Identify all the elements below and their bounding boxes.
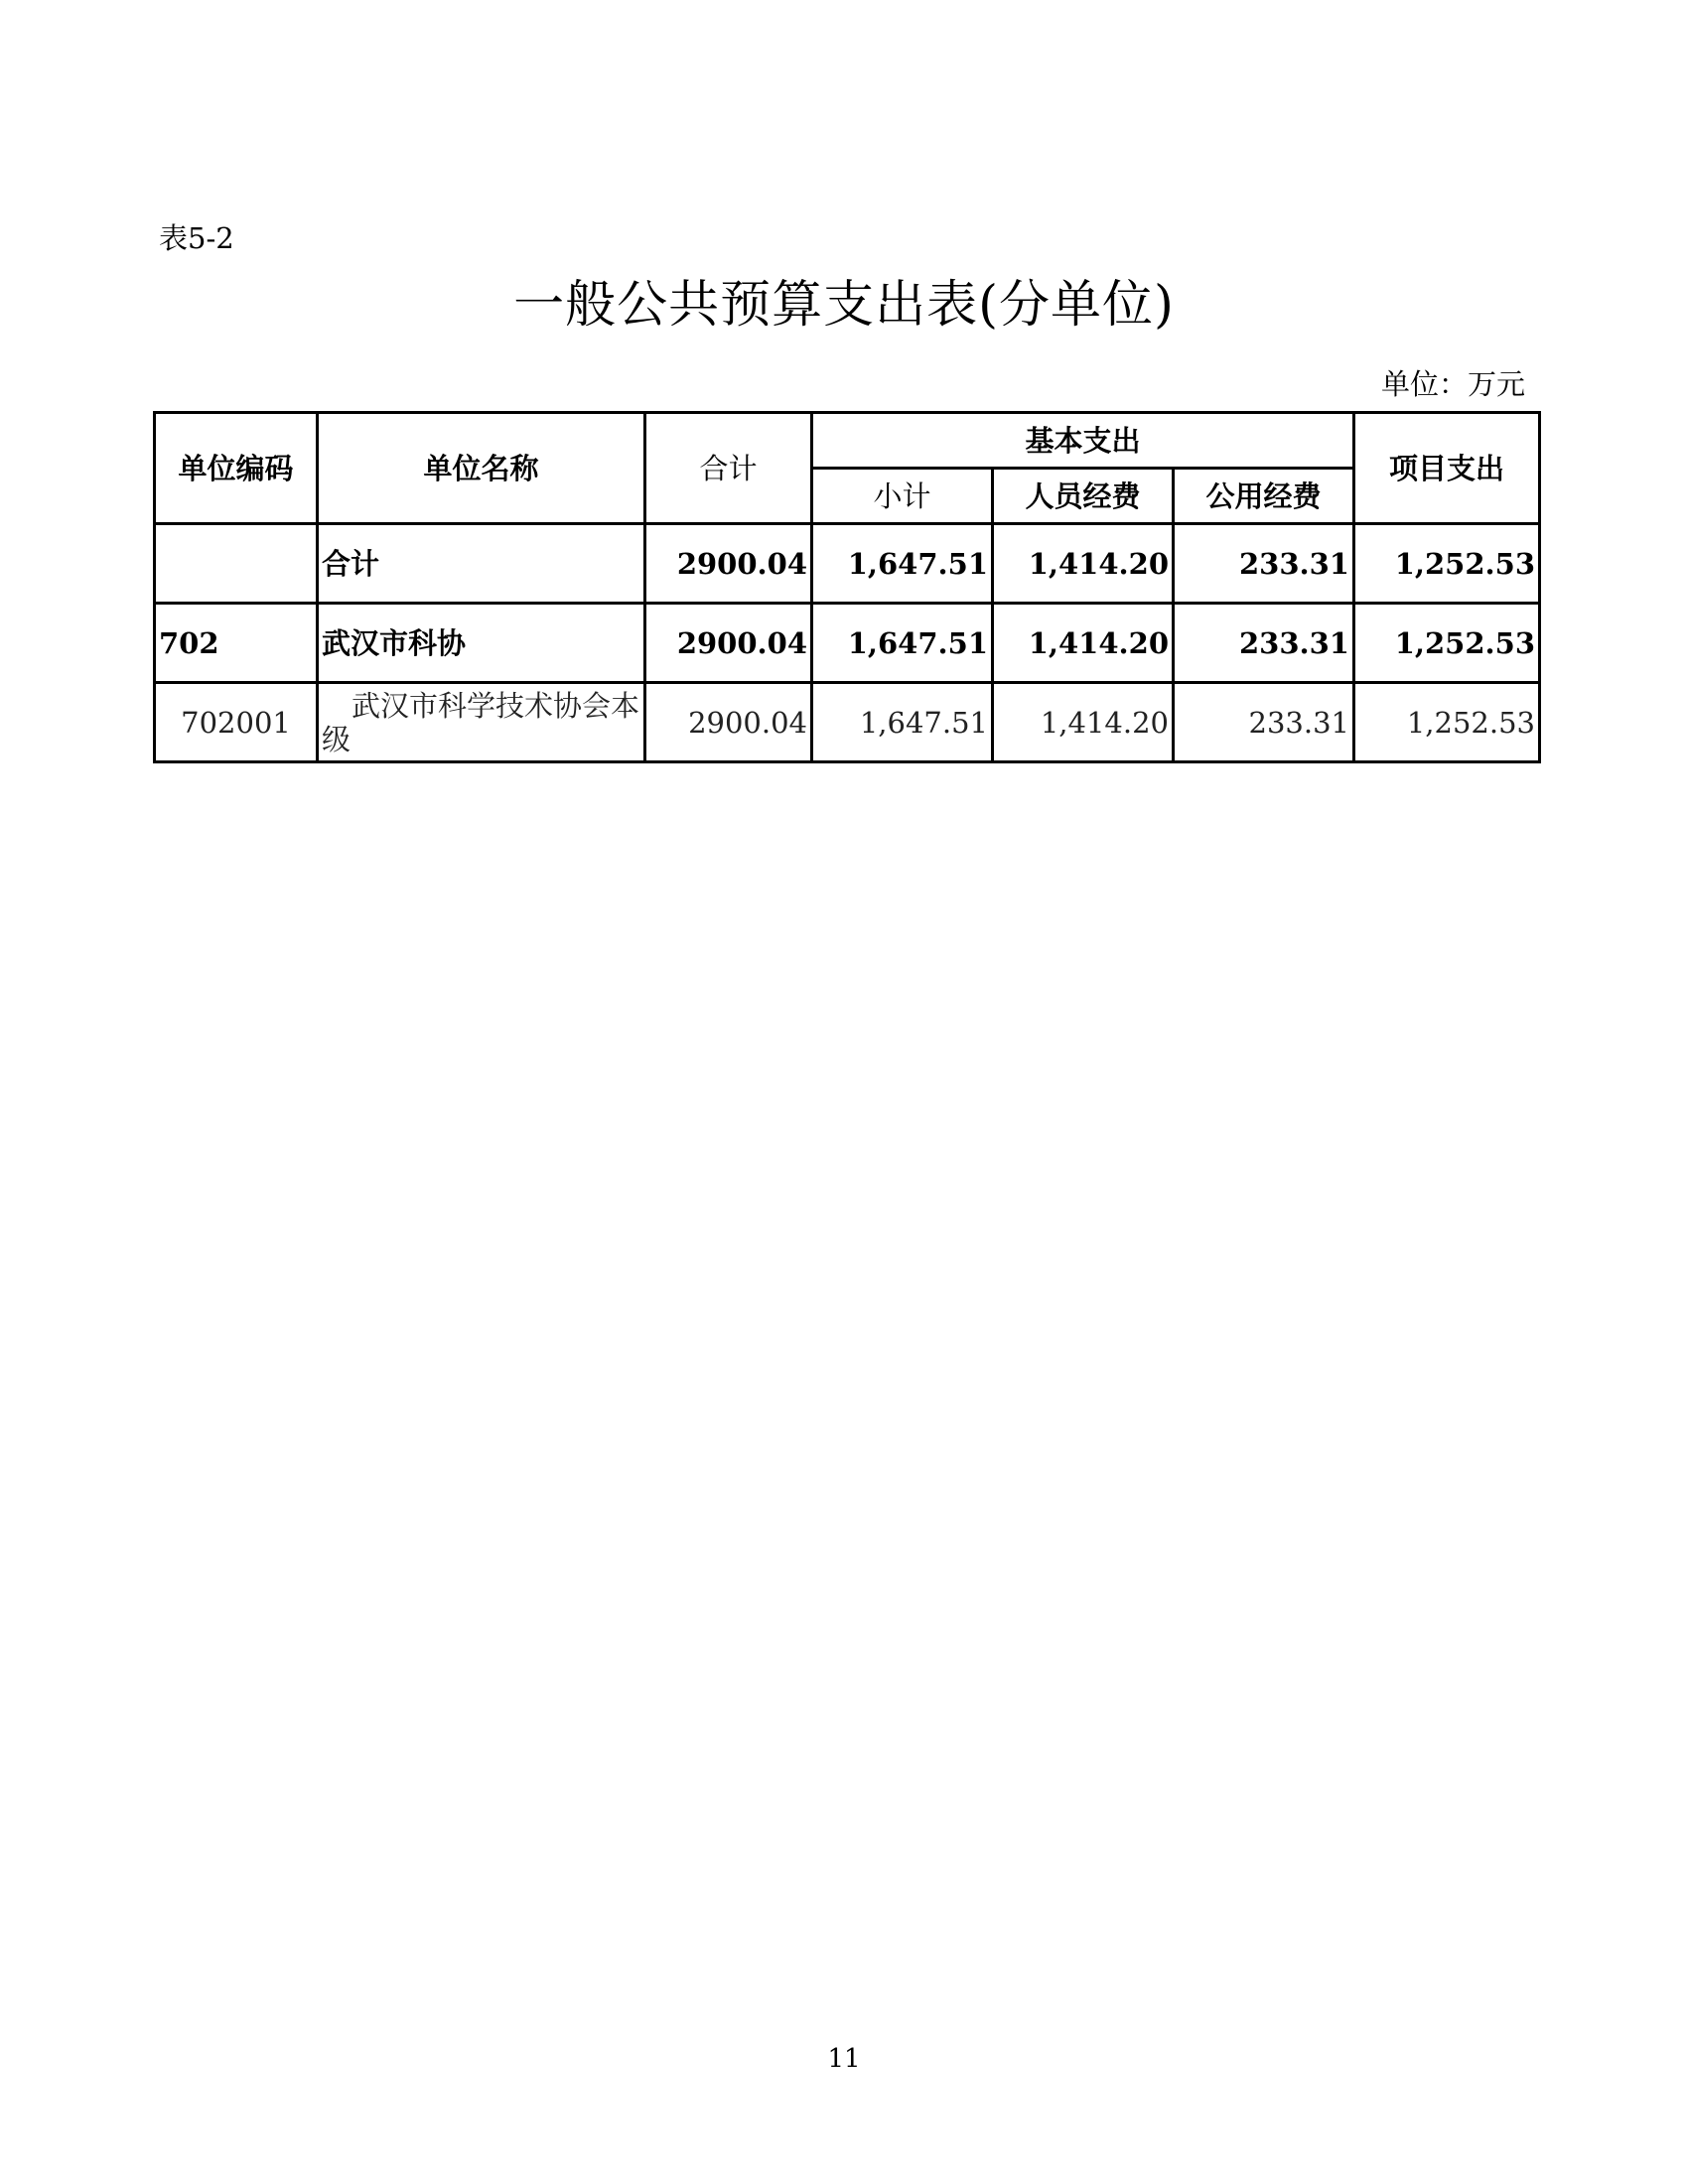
cell-total: 2900.04 [645, 524, 812, 604]
header-subtotal: 小计 [812, 469, 993, 524]
cell-personnel: 1,414.20 [993, 524, 1174, 604]
header-total: 合计 [645, 413, 812, 524]
cell-public: 233.31 [1174, 683, 1354, 762]
cell-public: 233.31 [1174, 604, 1354, 683]
cell-code: 702001 [155, 683, 318, 762]
table-row-total [155, 524, 1540, 604]
unit-label: 单位：万元 [1380, 367, 1525, 401]
cell-code: 702 [155, 604, 318, 683]
header-row-top [155, 413, 1540, 469]
cell-personnel: 1,414.20 [993, 604, 1174, 683]
cell-code [155, 524, 318, 604]
cell-project: 1,252.53 [1354, 524, 1540, 604]
header-basic-expenditure: 基本支出 [812, 413, 1354, 469]
page-number: 11 [827, 2044, 861, 2074]
header-project-expenditure: 项目支出 [1354, 413, 1540, 524]
cell-subtotal: 1,647.51 [812, 524, 993, 604]
cell-project: 1,252.53 [1354, 604, 1540, 683]
cell-total: 2900.04 [645, 604, 812, 683]
table-body [155, 524, 1540, 762]
header-public: 公用经费 [1174, 469, 1354, 524]
cell-name: 武汉市科协 [318, 604, 645, 683]
cell-personnel: 1,414.20 [993, 683, 1174, 762]
budget-table [153, 411, 1541, 763]
table-id: 表5-2 [159, 221, 234, 255]
cell-name: 武汉市科学技术协会本级 [318, 683, 645, 762]
cell-total: 2900.04 [645, 683, 812, 762]
table-row-unit [155, 683, 1540, 762]
header-personnel: 人员经费 [993, 469, 1174, 524]
header-unit-code: 单位编码 [155, 413, 318, 524]
cell-project: 1,252.53 [1354, 683, 1540, 762]
cell-subtotal: 1,647.51 [812, 683, 993, 762]
page-title: 一般公共预算支出表(分单位) [513, 276, 1175, 335]
cell-subtotal: 1,647.51 [812, 604, 993, 683]
table-row-department [155, 604, 1540, 683]
cell-public: 233.31 [1174, 524, 1354, 604]
header-unit-name: 单位名称 [318, 413, 645, 524]
table-header [155, 413, 1540, 524]
cell-name: 合计 [318, 524, 645, 604]
